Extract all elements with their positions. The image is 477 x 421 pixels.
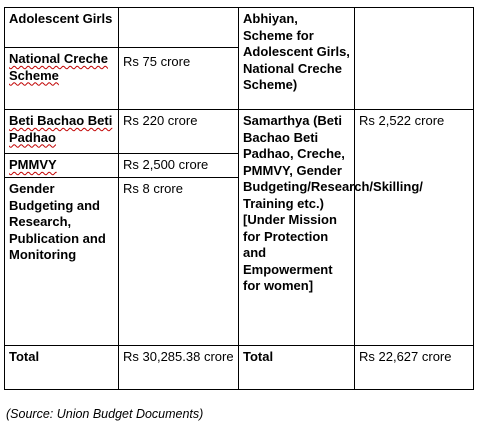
beti-bachao-text: Beti Bachao Beti Padhao (9, 113, 113, 145)
cell-total-left-label: Total (5, 346, 119, 390)
cell-beti-bachao (5, 110, 119, 154)
national-creche-text: National Creche Scheme (9, 51, 108, 83)
cell-scheme-list-top (239, 8, 355, 110)
cell-pmmvy (5, 154, 119, 178)
cell-adolescent-girls-amount (119, 8, 239, 48)
cell-total-right-label: Total (239, 346, 355, 390)
cell-gender-budgeting: Gender Budgeting and Research, Publication and Monitoring (5, 178, 119, 346)
cell-national-creche-amount: Rs 75 crore (119, 48, 239, 110)
scheme-list-top-text: Abhiyan, Scheme for Adolescent Girls, National Creche Scheme) (243, 11, 350, 92)
cell-national-creche (5, 48, 119, 110)
samarthya-text: Samarthya (Beti Bachao Beti Padhao, Creche, PMMVY, Gender Budgeting/Research/Skilling/ Training etc.) [Under Mission for Protection and Empowerment for women] (243, 113, 423, 293)
pmmvy-text: PMMVY (9, 157, 57, 172)
budget-table (4, 7, 474, 390)
cell-gender-budgeting-amount: Rs 8 crore (119, 178, 239, 346)
cell-beti-bachao-amount: Rs 220 crore (119, 110, 239, 154)
cell-total-right-value: Rs 22,627 crore (355, 346, 474, 390)
cell-adolescent-girls: Adolescent Girls (5, 8, 119, 48)
cell-samarthya-amount: Rs 2,522 crore (355, 110, 474, 346)
cell-total-left-value: Rs 30,285.38 crore (119, 346, 239, 390)
cell-scheme-list-top-amount (355, 8, 474, 110)
source-note: (Source: Union Budget Documents) (6, 407, 204, 421)
cell-pmmvy-amount: Rs 2,500 crore (119, 154, 239, 178)
